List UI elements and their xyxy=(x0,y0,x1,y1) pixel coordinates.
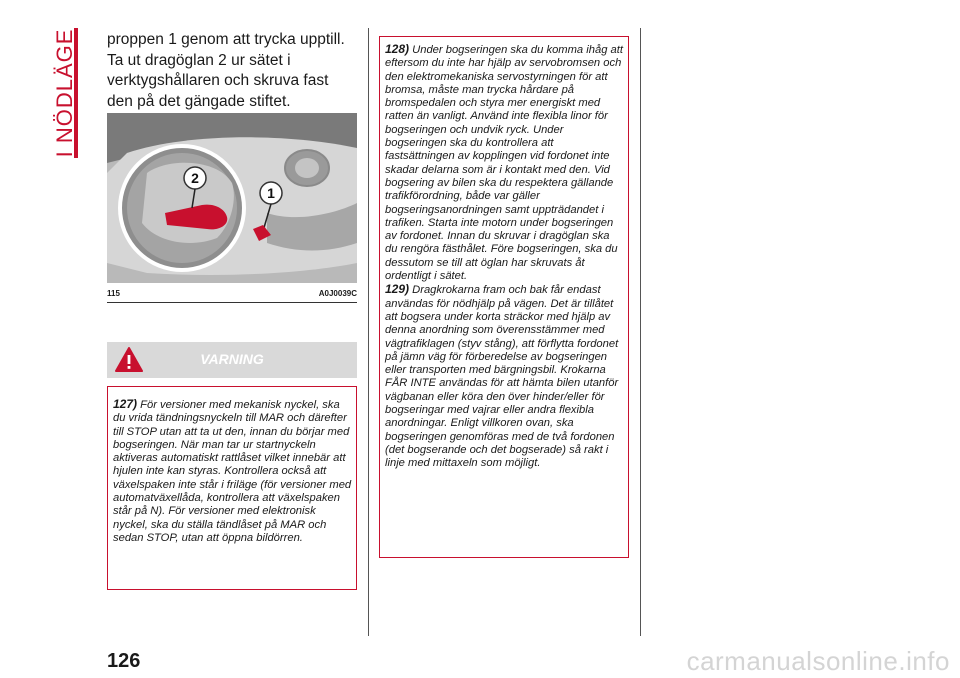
column-divider-left xyxy=(368,28,369,636)
warning-banner xyxy=(107,342,357,378)
caption-rule xyxy=(107,302,357,303)
note-129-text: Dragkrokarna fram och bak får endast användas för nödhjälp på vägen. Det är tillåtet att bogsera under korta sträckor med hjälp av denna anordning som överensstämmer med vägtrafiklagen (styv stång), att förflytta fordonet på jämn väg för förberedelse av bogseringen eller transporten med bärgningsbil. Krokarna FÅR INTE användas för att hämta bilen utanför vägbanan eller köra den över hinder/eller för bogseringar med vajrar eller andra flexibla anordningar. Enligt villkoren ovan, ska bogseringen genomföras med de två fordonen (det bogserande och det bogserade) så rakt i linje med mittaxeln som möjligt. xyxy=(385,284,619,470)
intro-paragraph: proppen 1 genom att trycka upptill. Ta ut dragöglan 2 ur sätet i verktygshållaren och skruva fast den på det gängade stiftet. xyxy=(107,31,345,110)
column-divider-right xyxy=(640,28,641,636)
section-tab xyxy=(52,28,82,158)
note-128-text: Under bogseringen ska du komma ihåg att eftersom du inte har hjälp av servobromsen och den elektromekaniska servostyrningen för att bromsa, måste man trycka hårdare på bromspedalen och styra mer energiskt med ratten än vanligt. Använd inte flexibla linor för bogseringen och undvik ryck. Under bogseringen ska du kontrollera att fastsättningen av kopplingen vid fordonet inte skadar delarna som är i kontakt med den. Vid bogsering av bilen ska du respektera gällande trafikförordning, både var gäller bogseringsanordningen samt uppträdandet i trafiken. Starta inte motorn under bogseringen av fordonet. Innan du skruvar i dragöglan ska du rengöra fästhålet. Före bogseringen, ska du dessutom se till att öglan har skruvats åt ordentligt i sätet. xyxy=(385,44,623,283)
section-tab-label: I NÖDLÄGE xyxy=(52,28,77,158)
notes-box xyxy=(379,36,629,558)
callout-2: 2 xyxy=(191,170,199,186)
note-129-number: 129) xyxy=(385,282,410,297)
warning-box xyxy=(107,386,357,590)
page-number: 126 xyxy=(107,650,141,672)
figure-number: 115 xyxy=(107,289,120,298)
note-127 xyxy=(108,387,356,545)
callout-1: 1 xyxy=(267,185,275,201)
note-129 xyxy=(380,283,628,470)
note-127-text: För versioner med mekanisk nyckel, ska du vrida tändningsnyckeln till MAR och därefter till STOP utan att ta ut den, innan du börjar med bogseringen. När man tar ur startnyckeln aktiveras automatiskt rattlåset vilket innebär att hjulen inte kan styras. Kontrollera också att växelspaken inte står i friläge (för versioner med automatväxellåda, kontrollera att växelspaken står på N). För versioner med elektronisk nyckel, ska du ställa tändlåset på MAR och sedan STOP, utan att öppna bildörren. xyxy=(113,399,352,544)
warning-title: VARNING xyxy=(200,351,264,367)
figure-code: A0J0039C xyxy=(318,289,357,298)
note-127-number: 127) xyxy=(113,397,138,411)
watermark: carmanualsonline.info xyxy=(686,646,950,676)
note-128-number: 128) xyxy=(385,42,410,56)
towing-eye-illustration xyxy=(107,113,357,283)
note-128 xyxy=(380,37,628,283)
